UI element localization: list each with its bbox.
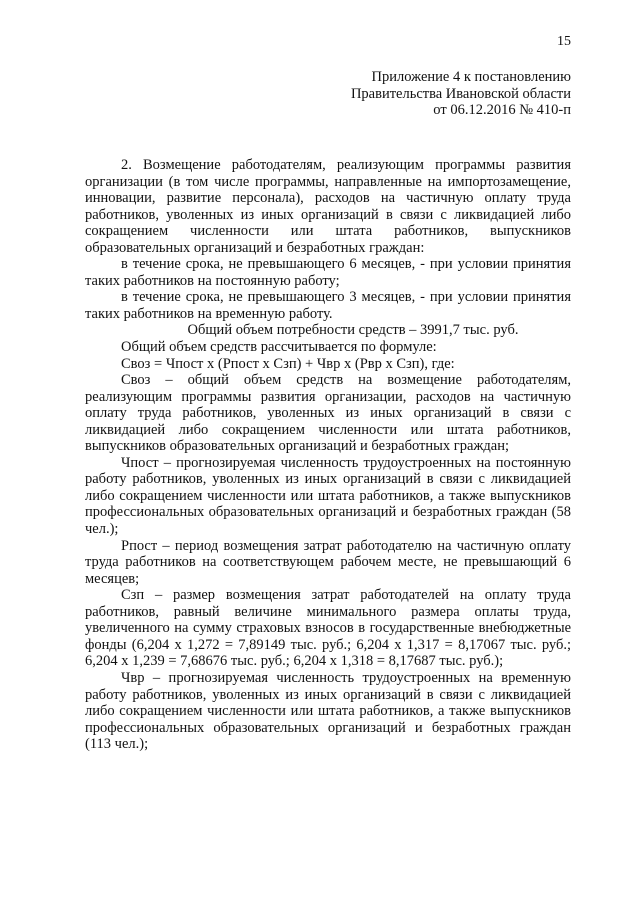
paragraph-permanent-term: в течение срока, не превышающего 6 месяцев, - при условии принятия таких работников на постоянную работу; <box>85 256 571 289</box>
header-line-2: Правительства Ивановской области <box>350 85 571 102</box>
header-line-3: от 06.12.2016 № 410-п <box>433 102 571 119</box>
paragraph-total-funding: Общий объем потребности средств – 3991,7 тыс. руб. <box>187 322 519 339</box>
paragraph-definition-szp: Сзп – размер возмещения затрат работодателей на оплату труда работников, равный величине минимального размера оплаты труда, увеличенного на сумму страховых взносов в государственные внебюджетные фонды (6,204 х 1,272 = 7,89149 тыс. руб.; 6,204 х 1,317 = 8,17067 тыс. руб.; 6,204 х 1,239 = 7,68676 тыс. руб.; 6,204 х 1,318 = 8,17687 тыс. руб.); <box>85 587 571 670</box>
paragraph-definition-chpost: Чпост – прогнозируемая численность трудоустроенных на постоянную работу работников, уволенных из иных организаций в связи с ликвидацией либо сокращением численности или штата работников, а также выпускников профессиональных образовательных организаций и безработных граждан (58 чел.); <box>85 454 571 538</box>
header-line-1: Приложение 4 к постановлению <box>371 69 571 85</box>
paragraph-compensation-item: 2. Возмещение работодателям, реализующим программы развития организации (в том числе программы, направленные на импортозамещение, инновации, развитие персонала), расходов на частичную оплату труда работников, уволенных из иных организаций в связи с ликвидацией либо сокращением численности или штата работников, выпускников образовательных организаций и безработных граждан: <box>85 157 571 256</box>
paragraph-formula-intro: Общий объем средств рассчитывается по формуле: <box>121 339 437 356</box>
page-number: 15 <box>557 34 571 49</box>
document-body <box>85 157 571 753</box>
paragraph-definition-svoz: Своз – общий объем средств на возмещение работодателям, реализующим программы развития организации, расходов на частичную оплату труда работников, уволенных из иных организаций в связи с ликвидацией либо сокращением численности или штата работников, выпускников образовательных организаций и безработных граждан; <box>85 372 571 455</box>
paragraph-definition-chvr: Чвр – прогнозируемая численность трудоустроенных на временную работу работников, уволенных из иных организаций в связи с ликвидацией либо сокращением численности или штата работников, а также выпускников профессиональных образовательных организаций и безработных граждан (113 чел.); <box>85 669 571 753</box>
paragraph-definition-rpost: Рпост – период возмещения затрат работодателю на частичную оплату труда работников на соответствующем рабочем месте, не превышающий 6 месяцев; <box>85 537 571 587</box>
paragraph-formula: Своз = Чпост х (Рпост х Сзп) + Чвр х (Рвр х Сзп), где: <box>121 355 455 372</box>
appendix-header <box>351 69 571 119</box>
paragraph-temporary-term: в течение срока, не превышающего 3 месяцев, - при условии принятия таких работников на временную работу. <box>85 289 571 322</box>
